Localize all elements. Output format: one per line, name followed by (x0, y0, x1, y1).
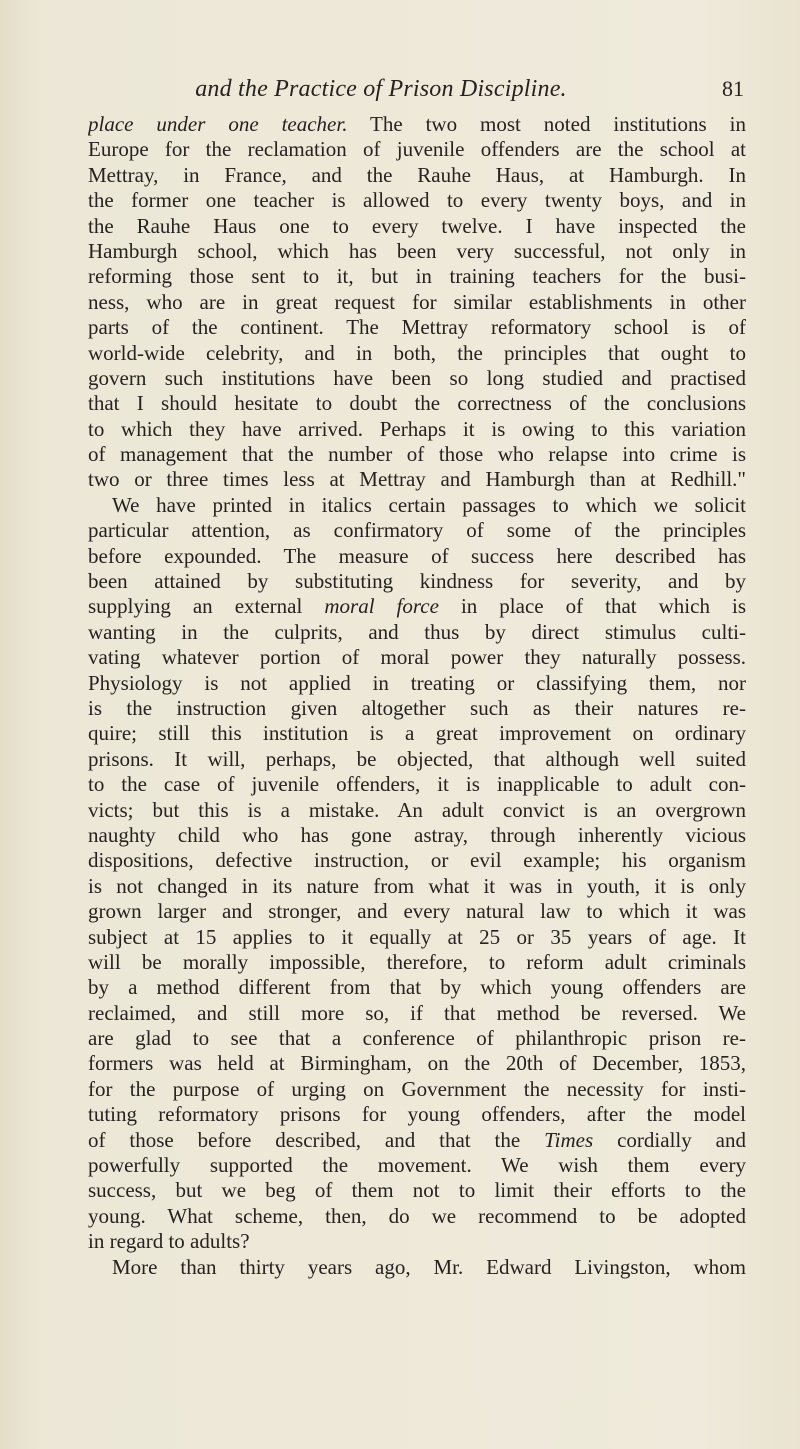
line-text: vating whatever portion of moral power they naturally possess. (88, 645, 746, 670)
italic-text: place under one teacher. (88, 112, 348, 136)
text-line (88, 975, 746, 1000)
text-line (88, 239, 746, 264)
text-line (88, 848, 746, 873)
body-text (88, 112, 746, 1280)
italic-text: moral force (324, 594, 439, 619)
line-text: We have printed in italics certain passages to which we solicit (112, 492, 746, 517)
line-text: in regard to adults? (88, 1229, 250, 1254)
text-line (88, 1128, 746, 1153)
line-text: success, but we beg of them not to limit their efforts to the (88, 1178, 746, 1203)
line-text: young. What scheme, then, do we recommend to be adopted (88, 1203, 746, 1228)
line-text: victs; but this is a mistake. An adult convict is an overgrown (88, 797, 746, 822)
text-line (88, 1153, 746, 1178)
line-text: in place of that which is (438, 594, 746, 619)
text-line (88, 417, 746, 442)
line-text: formers was held at Birmingham, on the 20th of December, 1853, (88, 1051, 746, 1076)
text-line (88, 925, 746, 950)
text-line (88, 467, 746, 492)
text-line (88, 137, 746, 162)
text-line (88, 747, 746, 772)
line-text: dispositions, defective instruction, or evil example; his organism (88, 848, 746, 873)
text-line (88, 1026, 746, 1051)
line-text: are glad to see that a conference of philanthropic prison re- (88, 1026, 746, 1051)
text-line (88, 1001, 746, 1026)
line-text: powerfully supported the movement. We wish them every (88, 1153, 746, 1178)
text-line (88, 544, 746, 569)
text-line (88, 188, 746, 213)
line-text: of those before described, and that the (88, 1127, 545, 1152)
line-text: naughty child who has gone astray, through inherently vicious (88, 822, 746, 847)
line-text: govern such institutions have been so long studied and practised (88, 365, 746, 390)
text-line (88, 518, 746, 543)
text-line (88, 264, 746, 289)
text-line (88, 899, 746, 924)
line-text: quire; still this institution is a great improvement on ordinary (88, 721, 746, 746)
line-text: will be morally impossible, therefore, to reform adult criminals (88, 949, 746, 974)
line-text: two or three times less at Mettray and Hamburgh than at Redhill." (88, 467, 746, 492)
line-text: that I should hesitate to doubt the correctness of the conclusions (88, 391, 746, 416)
text-line (88, 620, 746, 645)
text-line (88, 569, 746, 594)
line-text: wanting in the culprits, and thus by direct stimulus culti- (88, 619, 746, 644)
page-header (88, 76, 744, 110)
line-text: been attained by substituting kindness for severity, and by (88, 569, 746, 594)
text-line (88, 1077, 746, 1102)
text-line (88, 1178, 746, 1203)
text-line (88, 594, 746, 619)
text-line (88, 823, 746, 848)
line-text: subject at 15 applies to it equally at 25 or 35 years of age. It (88, 924, 746, 949)
line-text: the Rauhe Haus one to every twelve. I have inspected the (88, 213, 746, 238)
page-number: 81 (722, 76, 744, 101)
line-text: the former one teacher is allowed to every twenty boys, and in (88, 188, 746, 213)
line-text: to the case of juvenile offenders, it is inapplicable to adult con- (88, 772, 746, 797)
line-text: Mettray, in France, and the Rauhe Haus, at Hamburgh. In (88, 162, 746, 187)
line-text: to which they have arrived. Perhaps it is owing to this variation (88, 416, 746, 441)
text-line (88, 772, 746, 797)
text-line (88, 671, 746, 696)
text-line (88, 112, 746, 137)
line-text: parts of the continent. The Mettray reformatory school is of (88, 315, 746, 340)
text-line (88, 798, 746, 823)
line-text: before expounded. The measure of success here described has (88, 543, 746, 568)
line-text: particular attention, as confirmatory of some of the principles (88, 518, 746, 543)
line-text: reforming those sent to it, but in training teachers for the busi- (88, 264, 746, 289)
italic-text: Times (544, 1127, 594, 1152)
line-text: reclaimed, and still more so, if that method be reversed. We (88, 1000, 746, 1025)
line-text: supplying an external (88, 594, 325, 619)
line-text: prisons. It will, perhaps, be objected, that although well suited (88, 746, 746, 771)
text-line (88, 1229, 746, 1254)
line-text: The two most noted institutions in (347, 112, 746, 136)
text-line (88, 163, 746, 188)
line-text: of management that the number of those who relapse into crime is (88, 442, 746, 467)
line-text: world-wide celebrity, and in both, the principles that ought to (88, 340, 746, 365)
line-text: is not changed in its nature from what it was in youth, it is only (88, 873, 746, 898)
line-text: cordially and (593, 1127, 746, 1152)
text-line (88, 721, 746, 746)
line-text: Europe for the reclamation of juvenile offenders are the school at (88, 137, 746, 162)
running-head: and the Practice of Prison Discipline. (195, 76, 567, 102)
text-line (88, 391, 746, 416)
text-line (88, 1204, 746, 1229)
line-text: ness, who are in great request for similar establishments in other (88, 289, 746, 314)
text-line (88, 214, 746, 239)
text-line (88, 290, 746, 315)
line-text: by a method different from that by which young offenders are (88, 975, 746, 1000)
text-line (88, 645, 746, 670)
text-line (88, 874, 746, 899)
text-line (88, 696, 746, 721)
line-text: is the instruction given altogether such as their natures re- (88, 695, 746, 720)
line-text: Physiology is not applied in treating or classifying them, nor (88, 670, 746, 695)
text-line (88, 366, 746, 391)
text-line (88, 493, 746, 518)
line-text: for the purpose of urging on Government the necessity for insti- (88, 1076, 746, 1101)
text-line (88, 1255, 746, 1280)
line-text: grown larger and stronger, and every natural law to which it was (88, 899, 746, 924)
line-text: More than thirty years ago, Mr. Edward Livingston, whom (112, 1254, 746, 1279)
line-text: Hamburgh school, which has been very successful, not only in (88, 238, 746, 263)
line-text: tuting reformatory prisons for young offenders, after the model (88, 1102, 746, 1127)
text-line (88, 950, 746, 975)
text-line (88, 315, 746, 340)
text-line (88, 1102, 746, 1127)
text-line (88, 341, 746, 366)
text-line (88, 1051, 746, 1076)
text-line (88, 442, 746, 467)
